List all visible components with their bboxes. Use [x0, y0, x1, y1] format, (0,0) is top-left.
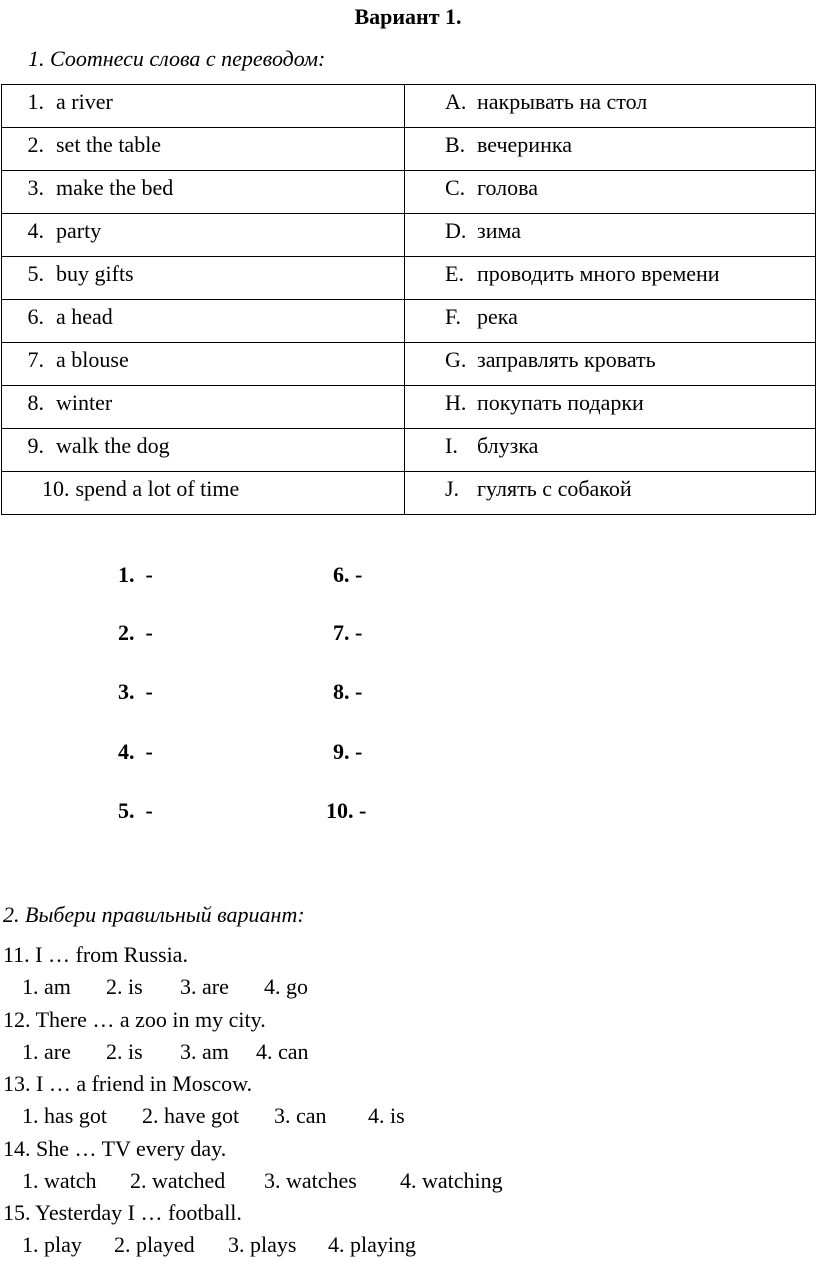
russian-cell: [405, 85, 816, 128]
question-text: 12. There … a zoo in my city.: [3, 1006, 266, 1032]
table-row: [2, 85, 816, 128]
item-letter: C.: [445, 175, 466, 200]
item-number: 6.: [27, 304, 44, 329]
russian-cell: [405, 300, 816, 343]
english-word: set the table: [56, 132, 162, 157]
answer-option[interactable]: 4. is: [368, 1103, 405, 1128]
answer-slot: 2. -: [118, 620, 153, 645]
russian-translation: заправлять кровать: [477, 347, 656, 372]
item-letter: F.: [445, 304, 461, 329]
answer-option[interactable]: 3. can: [274, 1103, 327, 1128]
item-letter: G.: [445, 347, 467, 372]
english-cell: [2, 386, 405, 429]
answer-option[interactable]: 2. watched: [130, 1167, 226, 1193]
table-row: [2, 128, 816, 171]
russian-translation: голова: [477, 175, 539, 200]
answer-slot: 1. -: [118, 562, 153, 587]
answer-option[interactable]: 1. play: [22, 1232, 82, 1257]
english-cell: [2, 472, 405, 515]
answer-option[interactable]: 3. watches: [264, 1167, 357, 1193]
item-letter: I.: [445, 433, 458, 458]
answer-slot: 6. -: [333, 562, 363, 587]
answer-slot: 10. -: [326, 798, 367, 823]
item-number: 1.: [27, 89, 44, 114]
russian-cell: [405, 257, 816, 300]
english-cell: [2, 214, 405, 257]
item-number: 8.: [27, 390, 44, 415]
table-row: [2, 214, 816, 257]
answer-option[interactable]: 3. am: [180, 1038, 229, 1064]
item-letter: A.: [445, 89, 467, 114]
question-text: 11. I … from Russia.: [3, 942, 188, 967]
answer-option[interactable]: 3. plays: [228, 1232, 297, 1257]
item-letter: J.: [445, 476, 460, 501]
english-cell: [2, 429, 405, 472]
english-cell: [2, 171, 405, 214]
item-number: 5.: [27, 261, 44, 286]
answer-option[interactable]: 2. played: [114, 1232, 195, 1257]
item-letter: H.: [445, 390, 467, 415]
english-word: make the bed: [56, 175, 174, 200]
answer-option[interactable]: 2. have got: [142, 1103, 240, 1128]
russian-cell: [405, 171, 816, 214]
english-word: winter: [56, 390, 113, 415]
item-number: 7.: [27, 347, 44, 372]
russian-cell: [405, 472, 816, 515]
answer-option[interactable]: 4. playing: [328, 1232, 416, 1257]
task1-heading: 1. Соотнеси слова с переводом:: [28, 46, 326, 71]
table-row: [2, 472, 816, 515]
russian-cell: [405, 214, 816, 257]
answer-option[interactable]: 4. watching: [400, 1167, 503, 1193]
table-row: [2, 386, 816, 429]
russian-translation: проводить много времени: [477, 261, 720, 286]
table-row: [2, 171, 816, 214]
english-word: party: [56, 218, 102, 243]
english-cell: [2, 85, 405, 128]
russian-cell: [405, 429, 816, 472]
english-word: walk the dog: [56, 433, 170, 458]
english-word: a head: [56, 304, 113, 329]
item-letter: B.: [445, 132, 466, 157]
russian-cell: [405, 386, 816, 429]
english-cell: [2, 257, 405, 300]
english-cell: [2, 128, 405, 171]
item-number: 2.: [27, 132, 44, 157]
answer-option[interactable]: 2. is: [106, 1038, 143, 1064]
task2-heading: 2. Выбери правильный вариант:: [3, 902, 305, 927]
item-letter: E.: [445, 261, 464, 286]
russian-translation: вечеринка: [477, 132, 572, 157]
english-word: spend a lot of time: [75, 476, 240, 501]
table-row: [2, 257, 816, 300]
answer-slot: 4. -: [118, 739, 153, 764]
english-cell: [2, 300, 405, 343]
answer-option[interactable]: 1. watch: [22, 1167, 97, 1193]
answer-slot: 8. -: [333, 679, 363, 704]
question-text: 13. I … a friend in Moscow.: [3, 1071, 253, 1096]
answer-slot: 9. -: [333, 739, 363, 764]
english-cell: [2, 343, 405, 386]
answer-option[interactable]: 3. are: [180, 974, 229, 999]
answer-option[interactable]: 4. can: [256, 1038, 309, 1064]
answer-option[interactable]: 2. is: [106, 974, 143, 999]
english-word: a river: [56, 89, 113, 114]
question-text: 15. Yesterday I … football.: [3, 1200, 242, 1225]
answer-option[interactable]: 1. are: [22, 1038, 71, 1064]
russian-translation: река: [477, 304, 518, 329]
answer-option[interactable]: 1. has got: [22, 1103, 107, 1128]
item-number: 4.: [27, 218, 44, 243]
table-row: [2, 343, 816, 386]
item-number: 3.: [27, 175, 44, 200]
russian-translation: зима: [477, 218, 521, 243]
russian-translation: блузка: [477, 433, 539, 458]
russian-translation: гулять с собакой: [477, 476, 632, 501]
answer-slot: 3. -: [118, 679, 153, 704]
item-number: 9.: [27, 433, 44, 458]
question-text: 14. She … TV every day.: [3, 1135, 227, 1161]
answer-slot: 5. -: [118, 798, 153, 823]
table-row: [2, 429, 816, 472]
item-number: 10.: [42, 476, 70, 501]
answer-option[interactable]: 1. am: [22, 974, 71, 999]
answer-slot: 7. -: [333, 620, 363, 645]
russian-cell: [405, 343, 816, 386]
table-row: [2, 300, 816, 343]
russian-translation: накрывать на стол: [477, 89, 648, 114]
english-word: buy gifts: [56, 261, 134, 286]
russian-cell: [405, 128, 816, 171]
item-letter: D.: [445, 218, 467, 243]
matching-table: [1, 84, 816, 515]
english-word: a blouse: [56, 347, 129, 372]
page-title: Вариант 1.: [354, 4, 462, 29]
answer-option[interactable]: 4. go: [264, 974, 308, 999]
russian-translation: покупать подарки: [477, 390, 644, 415]
